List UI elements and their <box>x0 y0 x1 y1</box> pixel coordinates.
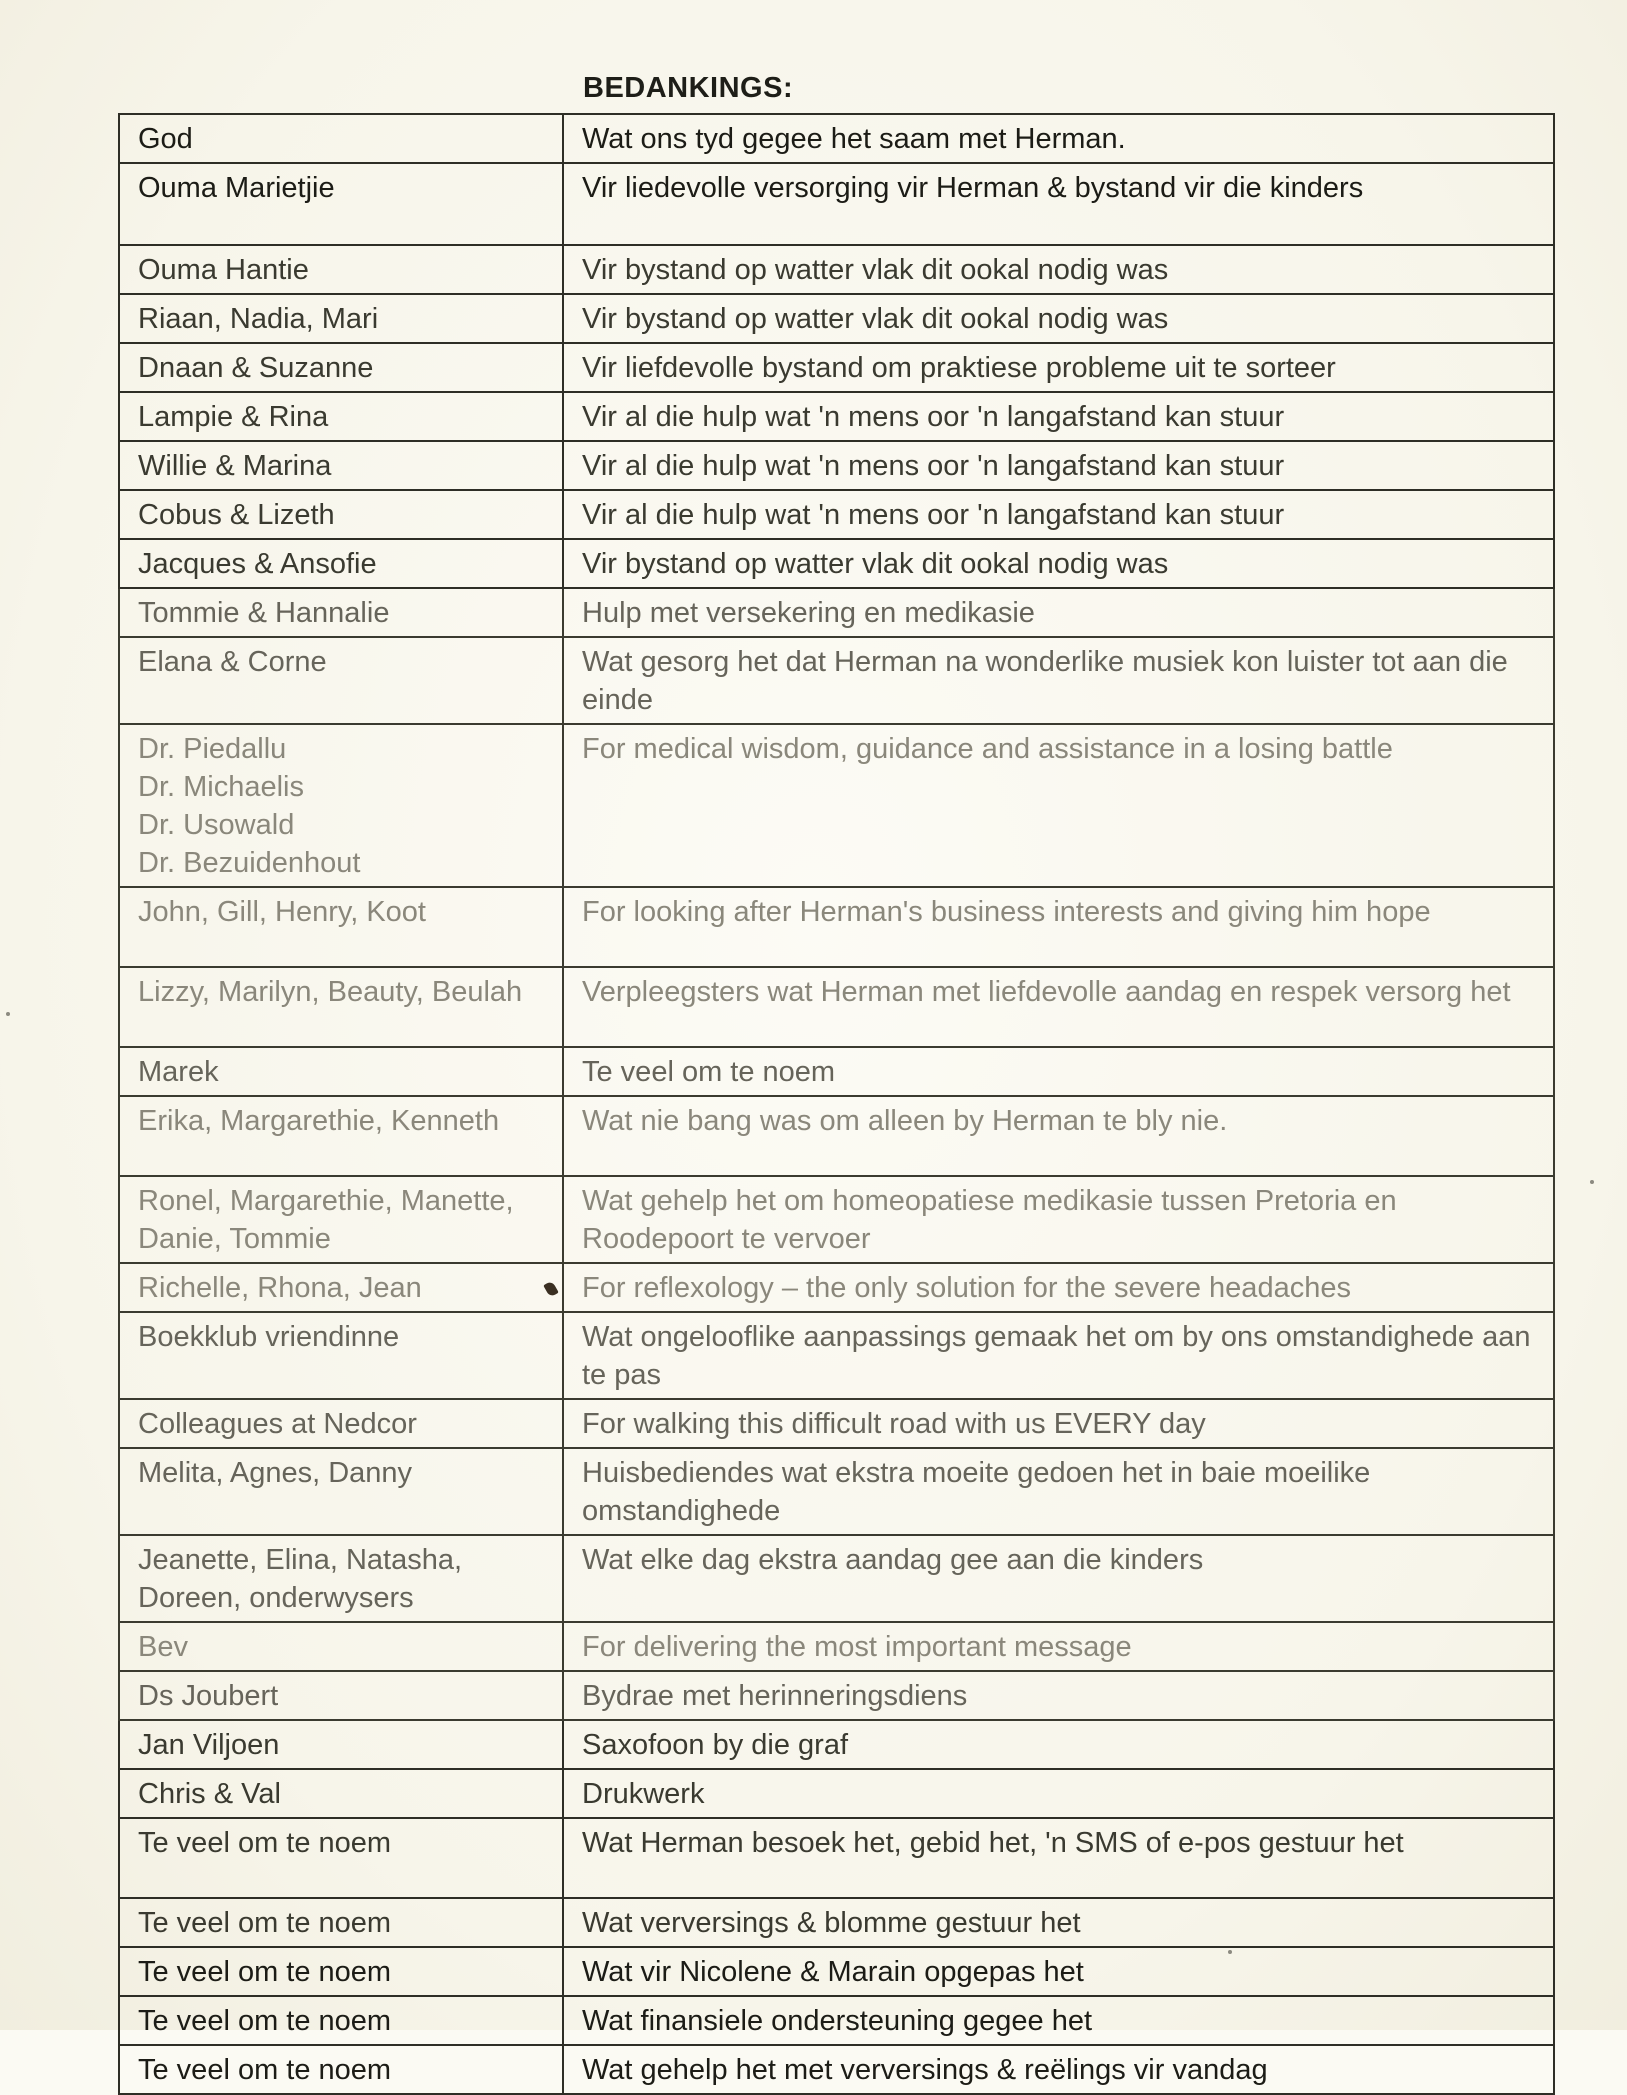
table-row <box>119 1769 1554 1818</box>
recipient-name: Riaan, Nadia, Mari <box>119 294 563 343</box>
table-row <box>119 588 1554 637</box>
recipient-name: Colleagues at Nedcor <box>119 1399 563 1448</box>
recipient-name: Cobus & Lizeth <box>119 490 563 539</box>
recipient-name: Te veel om te noem <box>119 1898 563 1947</box>
thanks-reason: For reflexology – the only solution for the severe headaches <box>563 1263 1554 1312</box>
recipient-name: Richelle, Rhona, Jean <box>119 1263 563 1312</box>
recipient-name: Te veel om te noem <box>119 1818 563 1898</box>
table-row <box>119 245 1554 294</box>
acknowledgements-body <box>119 114 1554 2094</box>
thanks-reason: Wat nie bang was om alleen by Herman te bly nie. <box>563 1096 1554 1176</box>
recipient-name: Ds Joubert <box>119 1671 563 1720</box>
table-row <box>119 163 1554 245</box>
table-row <box>119 1312 1554 1399</box>
thanks-reason: Wat gesorg het dat Herman na wonderlike musiek kon luister tot aan die einde <box>563 637 1554 724</box>
thanks-reason: Wat ons tyd gegee het saam met Herman. <box>563 114 1554 163</box>
thanks-reason: For delivering the most important message <box>563 1622 1554 1671</box>
table-row <box>119 1263 1554 1312</box>
table-row <box>119 1399 1554 1448</box>
thanks-reason: Bydrae met herinneringsdiens <box>563 1671 1554 1720</box>
recipient-name: Jeanette, Elina, Natasha, Doreen, onderwysers <box>119 1535 563 1622</box>
recipient-name: Dnaan & Suzanne <box>119 343 563 392</box>
thanks-reason: Wat gehelp het om homeopatiese medikasie tussen Pretoria en Roodepoort te vervoer <box>563 1176 1554 1263</box>
acknowledgements-table <box>118 113 1555 2095</box>
thanks-reason: Drukwerk <box>563 1769 1554 1818</box>
table-row <box>119 1720 1554 1769</box>
table-row <box>119 637 1554 724</box>
thanks-reason: Wat finansiele ondersteuning gegee het <box>563 1996 1554 2045</box>
recipient-name: Tommie & Hannalie <box>119 588 563 637</box>
thanks-reason: Vir bystand op watter vlak dit ookal nodig was <box>563 294 1554 343</box>
recipient-name: John, Gill, Henry, Koot <box>119 887 563 967</box>
thanks-reason: For walking this difficult road with us EVERY day <box>563 1399 1554 1448</box>
scan-speck <box>6 1012 10 1016</box>
recipient-name: Ouma Marietjie <box>119 163 563 245</box>
scan-speck <box>1228 1950 1232 1954</box>
thanks-reason: Vir bystand op watter vlak dit ookal nodig was <box>563 539 1554 588</box>
thanks-reason: Huisbediendes wat ekstra moeite gedoen het in baie moeilike omstandighede <box>563 1448 1554 1535</box>
table-row <box>119 1947 1554 1996</box>
recipient-name: God <box>119 114 563 163</box>
thanks-reason: Wat gehelp het met verversings & reëlings vir vandag <box>563 2045 1554 2094</box>
recipient-name: Boekklub vriendinne <box>119 1312 563 1399</box>
table-row <box>119 1535 1554 1622</box>
recipient-name: Jan Viljoen <box>119 1720 563 1769</box>
scan-speck <box>1590 1180 1594 1184</box>
thanks-reason: Hulp met versekering en medikasie <box>563 588 1554 637</box>
table-row <box>119 1622 1554 1671</box>
table-row <box>119 441 1554 490</box>
table-row <box>119 114 1554 163</box>
recipient-name: Te veel om te noem <box>119 1996 563 2045</box>
recipient-name: Melita, Agnes, Danny <box>119 1448 563 1535</box>
table-row <box>119 294 1554 343</box>
thanks-reason: Vir al die hulp wat 'n mens oor 'n langafstand kan stuur <box>563 392 1554 441</box>
thanks-reason: Wat vir Nicolene & Marain opgepas het <box>563 1947 1554 1996</box>
table-row <box>119 1671 1554 1720</box>
table-row <box>119 392 1554 441</box>
thanks-reason: Vir liefdevolle bystand om praktiese probleme uit te sorteer <box>563 343 1554 392</box>
thanks-reason: For looking after Herman's business interests and giving him hope <box>563 887 1554 967</box>
thanks-reason: Wat Herman besoek het, gebid het, 'n SMS of e-pos gestuur het <box>563 1818 1554 1898</box>
page-title: BEDANKINGS: <box>583 72 794 104</box>
recipient-name: Erika, Margarethie, Kenneth <box>119 1096 563 1176</box>
table-row <box>119 343 1554 392</box>
recipient-name: Te veel om te noem <box>119 2045 563 2094</box>
table-row <box>119 490 1554 539</box>
thanks-reason: Vir al die hulp wat 'n mens oor 'n langafstand kan stuur <box>563 490 1554 539</box>
table-row <box>119 2045 1554 2094</box>
recipient-name: Lampie & Rina <box>119 392 563 441</box>
table-row <box>119 967 1554 1047</box>
thanks-reason: Verpleegsters wat Herman met liefdevolle aandag en respek versorg het <box>563 967 1554 1047</box>
recipient-name: Dr. Piedallu Dr. Michaelis Dr. Usowald Dr. Bezuidenhout <box>119 724 563 887</box>
table-row <box>119 1996 1554 2045</box>
table-row <box>119 1898 1554 1947</box>
table-row <box>119 1818 1554 1898</box>
thanks-reason: Saxofoon by die graf <box>563 1720 1554 1769</box>
table-row <box>119 1047 1554 1096</box>
table-row <box>119 1448 1554 1535</box>
table-row <box>119 539 1554 588</box>
recipient-name: Ouma Hantie <box>119 245 563 294</box>
thanks-reason: Vir bystand op watter vlak dit ookal nodig was <box>563 245 1554 294</box>
recipient-name: Ronel, Margarethie, Manette, Danie, Tommie <box>119 1176 563 1263</box>
recipient-name: Jacques & Ansofie <box>119 539 563 588</box>
thanks-reason: Wat ongelooflike aanpassings gemaak het om by ons omstandighede aan te pas <box>563 1312 1554 1399</box>
table-row <box>119 887 1554 967</box>
recipient-name: Chris & Val <box>119 1769 563 1818</box>
table-row <box>119 1096 1554 1176</box>
recipient-name: Elana & Corne <box>119 637 563 724</box>
thanks-reason: Te veel om te noem <box>563 1047 1554 1096</box>
recipient-name: Te veel om te noem <box>119 1947 563 1996</box>
recipient-name: Bev <box>119 1622 563 1671</box>
table-row <box>119 724 1554 887</box>
thanks-reason: Vir al die hulp wat 'n mens oor 'n langafstand kan stuur <box>563 441 1554 490</box>
recipient-name: Willie & Marina <box>119 441 563 490</box>
thanks-reason: Wat verversings & blomme gestuur het <box>563 1898 1554 1947</box>
recipient-name: Marek <box>119 1047 563 1096</box>
thanks-reason: For medical wisdom, guidance and assistance in a losing battle <box>563 724 1554 887</box>
thanks-reason: Vir liedevolle versorging vir Herman & bystand vir die kinders <box>563 163 1554 245</box>
thanks-reason: Wat elke dag ekstra aandag gee aan die kinders <box>563 1535 1554 1622</box>
recipient-name: Lizzy, Marilyn, Beauty, Beulah <box>119 967 563 1047</box>
table-row <box>119 1176 1554 1263</box>
